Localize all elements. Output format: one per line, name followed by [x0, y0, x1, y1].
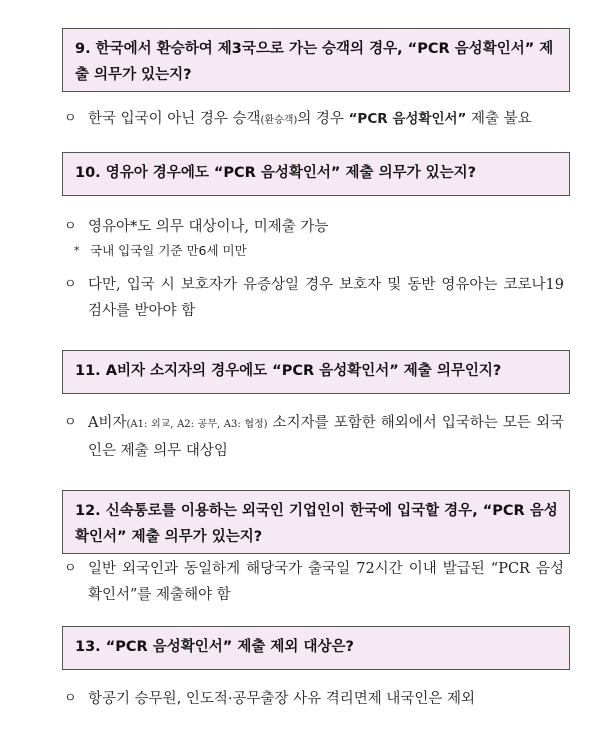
- bullet: ㅇ: [64, 415, 77, 430]
- answer-text: 다만, 입국 시 보호자가 유증상일 경우 보호자 및 동반 영유아는 코로나19 검사를 받아야 함: [88, 277, 564, 319]
- bullet: ㅇ: [64, 219, 77, 234]
- question-10-box: [62, 152, 570, 196]
- question-12-box: [62, 490, 570, 554]
- answer-11: [64, 410, 564, 464]
- question-12-title: 12. 신속통로를 이용하는 외국인 기업인이 한국에 입국할 경우, “PCR 음성 확인서” 제출 의무가 있는지?: [75, 503, 558, 545]
- bullet: ㅇ: [64, 691, 77, 706]
- answer-text: 일반 외국인과 동일하게 해당국가 출국일 72시간 이내 발급된 “PCR 음성확인서”를 제출해야 함: [88, 561, 564, 603]
- answer-quoted: “PCR 음성확인서”: [348, 111, 467, 127]
- question-9-box: [62, 28, 570, 92]
- answer-text: A비자: [88, 415, 127, 431]
- question-13-box: [62, 626, 570, 670]
- question-13-title: 13. “PCR 음성확인서” 제출 제외 대상은?: [75, 639, 354, 655]
- answer-10: [64, 214, 564, 324]
- answer-text: 의 경우: [297, 111, 349, 127]
- bullet: ㅇ: [64, 111, 77, 126]
- bullet: ㅇ: [64, 561, 77, 576]
- answer-9: [64, 106, 564, 134]
- answer-text: 영유아*도 의무 대상이나, 미제출 가능: [88, 219, 329, 235]
- answer-13: [64, 686, 564, 712]
- answer-text: 한국 입국이 아닌 경우 승객: [88, 111, 261, 127]
- question-10-title: 10. 영유아 경우에도 “PCR 음성확인서” 제출 의무가 있는지?: [75, 165, 477, 181]
- footnote-marker: *: [74, 244, 80, 257]
- answer-text: 항공기 승무원, 인도적·공무출장 사유 격리면제 내국인은 제외: [88, 691, 476, 707]
- question-11-title: 11. A비자 소지자의 경우에도 “PCR 음성확인서” 제출 의무인지?: [75, 363, 502, 379]
- question-11-box: [62, 350, 570, 394]
- answer-note: (A1: 외교, A2: 공무, A3: 협정): [126, 419, 268, 430]
- footnote-text: 국내 입국일 기준 만6세 미만: [90, 243, 247, 258]
- answer-note: (환승객): [260, 115, 298, 126]
- bullet: ㅇ: [64, 277, 77, 292]
- answer-12: [64, 556, 564, 608]
- answer-text: 제출 불요: [466, 111, 532, 127]
- question-9-title: 9. 한국에서 환승하여 제3국으로 가는 승객의 경우, “PCR 음성확인서” 제출 의무가 있는지?: [75, 41, 554, 83]
- answer-text: 소지자를 포함한 해외에서 입국하는 모든 외국인은 제출 의무 대상임: [88, 415, 564, 459]
